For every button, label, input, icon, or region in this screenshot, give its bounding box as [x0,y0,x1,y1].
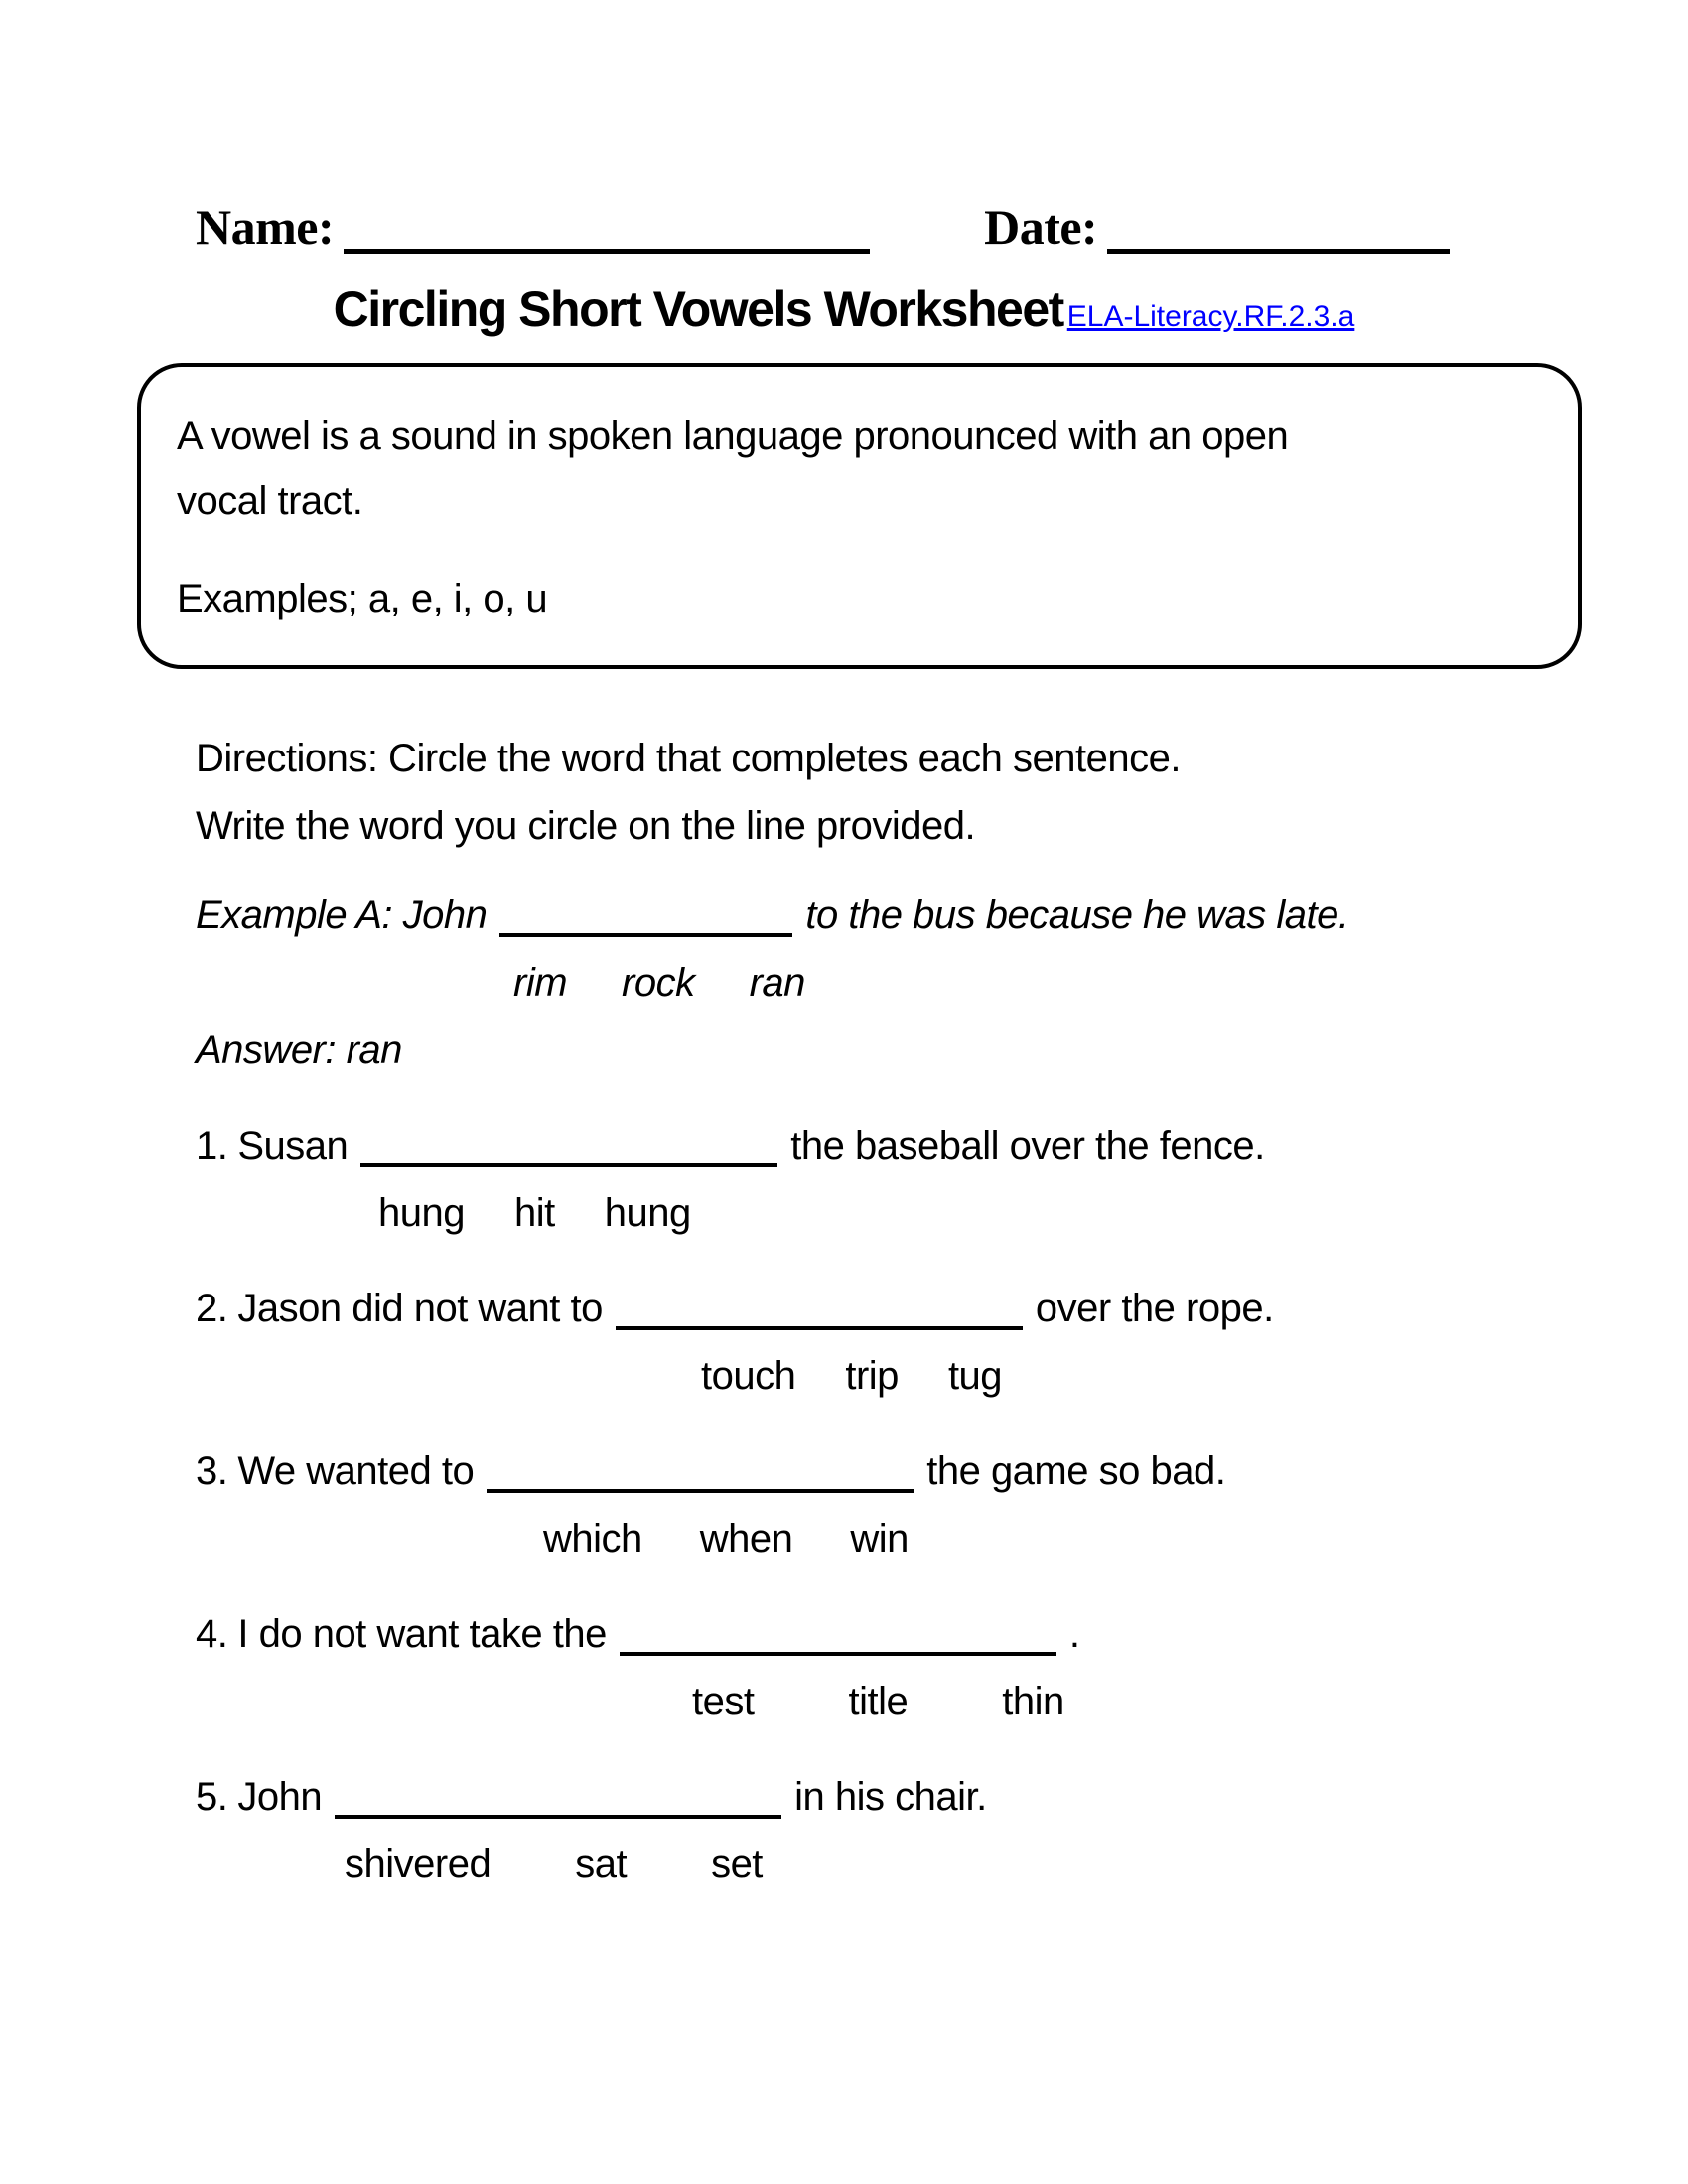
choice-word[interactable]: rim [513,961,568,1005]
question-number: 3. [196,1449,228,1493]
question-sentence [196,1600,1688,1668]
choice-word[interactable]: hung [604,1191,691,1235]
question-4 [196,1600,1688,1735]
choice-word[interactable]: title [848,1680,909,1723]
choice-word[interactable]: which [543,1517,642,1561]
choice-word[interactable]: hit [513,1191,555,1235]
example-answer: Answer: ran [196,1028,402,1072]
question-suffix: in his chair. [794,1775,987,1819]
choice-word[interactable]: hung [378,1191,465,1235]
question-number: 4. [196,1612,228,1656]
choice-word[interactable]: test [692,1680,755,1723]
directions [196,725,1688,860]
answer-blank[interactable] [360,1124,777,1167]
example-sentence [196,882,1688,949]
answer-blank[interactable] [620,1612,1056,1656]
example-choices [513,949,1688,1017]
question-sentence [196,1275,1688,1342]
definition-text: A vowel is a sound in spoken language pronounced with an open vocal tract. [177,414,1289,523]
choice-word[interactable]: touch [701,1354,796,1398]
name-blank-line[interactable] [344,209,870,254]
example-prefix: Example A: John [196,893,488,937]
choice-words [345,1831,1688,1898]
question-suffix: the baseball over the fence. [790,1124,1265,1167]
choice-words [701,1342,1688,1410]
directions-line-2: Write the word you circle on the line provided. [196,804,976,848]
standard-link[interactable]: ELA-Literacy.RF.2.3.a [1066,300,1355,333]
name-label: Name: [196,200,335,255]
example-block [196,882,1688,1084]
question-suffix: over the rope. [1035,1287,1274,1330]
answer-blank[interactable] [487,1449,914,1493]
question-2 [196,1275,1688,1410]
choice-word[interactable]: thin [1002,1680,1064,1723]
question-prefix: I do not want take the [237,1612,607,1656]
question-sentence [196,1112,1688,1179]
question-suffix: . [1068,1612,1080,1656]
question-number: 5. [196,1775,228,1819]
choice-word[interactable]: when [699,1517,793,1561]
choice-word[interactable]: shivered [345,1843,492,1886]
choice-word[interactable]: trip [845,1354,899,1398]
title-row [0,280,1688,338]
question-sentence [196,1437,1688,1505]
question-prefix: John [237,1775,323,1819]
directions-line-1: Directions: Circle the word that completes each sentence. [196,737,1181,780]
example-answer-blank[interactable] [499,893,792,937]
question-number: 2. [196,1287,228,1330]
choice-word[interactable]: set [711,1843,763,1886]
question-1 [196,1112,1688,1247]
question-suffix: the game so bad. [926,1449,1226,1493]
answer-blank[interactable] [335,1775,781,1819]
answer-blank[interactable] [616,1287,1023,1330]
name-date-row [196,0,1688,256]
question-prefix: We wanted to [237,1449,475,1493]
choice-word[interactable]: sat [575,1843,628,1886]
date-blank-line[interactable] [1107,209,1450,254]
question-sentence [196,1763,1688,1831]
choice-word[interactable]: ran [749,961,805,1005]
choice-words [543,1505,1688,1572]
choice-word[interactable]: tug [947,1354,1003,1398]
date-label: Date: [984,200,1098,255]
question-number: 1. [196,1124,228,1167]
choice-word[interactable]: rock [622,961,695,1005]
question-5 [196,1763,1688,1898]
question-prefix: Susan [237,1124,349,1167]
choice-word[interactable]: win [850,1517,909,1561]
choice-words [692,1668,1688,1735]
question-prefix: Jason did not want to [237,1287,603,1330]
definition-examples: Examples; a, e, i, o, u [177,577,548,620]
definition-box [137,363,1582,669]
page-title: Circling Short Vowels Worksheet [333,281,1063,337]
choice-words [378,1179,1688,1247]
example-suffix: to the bus because he was late. [805,893,1349,937]
question-3 [196,1437,1688,1572]
